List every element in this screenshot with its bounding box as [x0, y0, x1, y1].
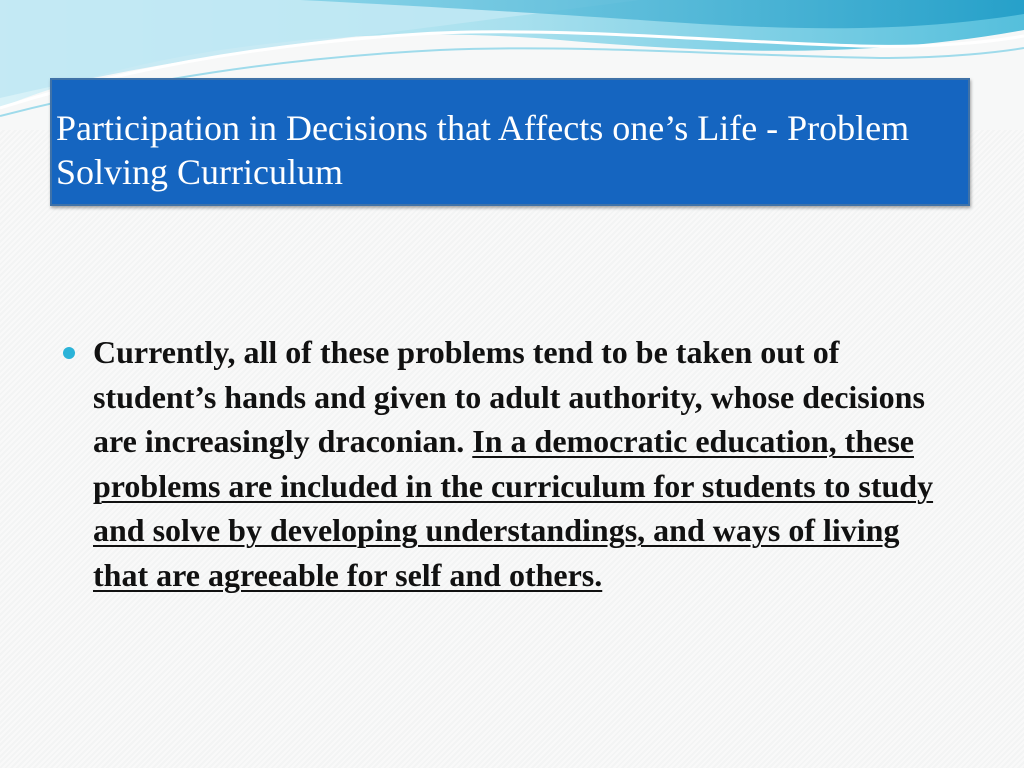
bullet-text-plain: Currently, all of these problems tend to be taken out of student’s hands and given to adult authority, whose decisions are increasingly draconian. [93, 334, 925, 459]
title-box [50, 78, 970, 206]
bullet-dot-icon [62, 330, 93, 360]
slide-body [62, 330, 942, 597]
bullet-item [62, 330, 942, 597]
bullet-text-underlined: In a democratic education, these problems are included in the curriculum for students to study and solve by developing understandings, and ways of living that are agreeable for self and others. [93, 423, 934, 593]
bullet-text [93, 330, 942, 597]
slide-title: Participation in Decisions that Affects one’s Life - Problem Solving Curriculum [56, 108, 910, 192]
